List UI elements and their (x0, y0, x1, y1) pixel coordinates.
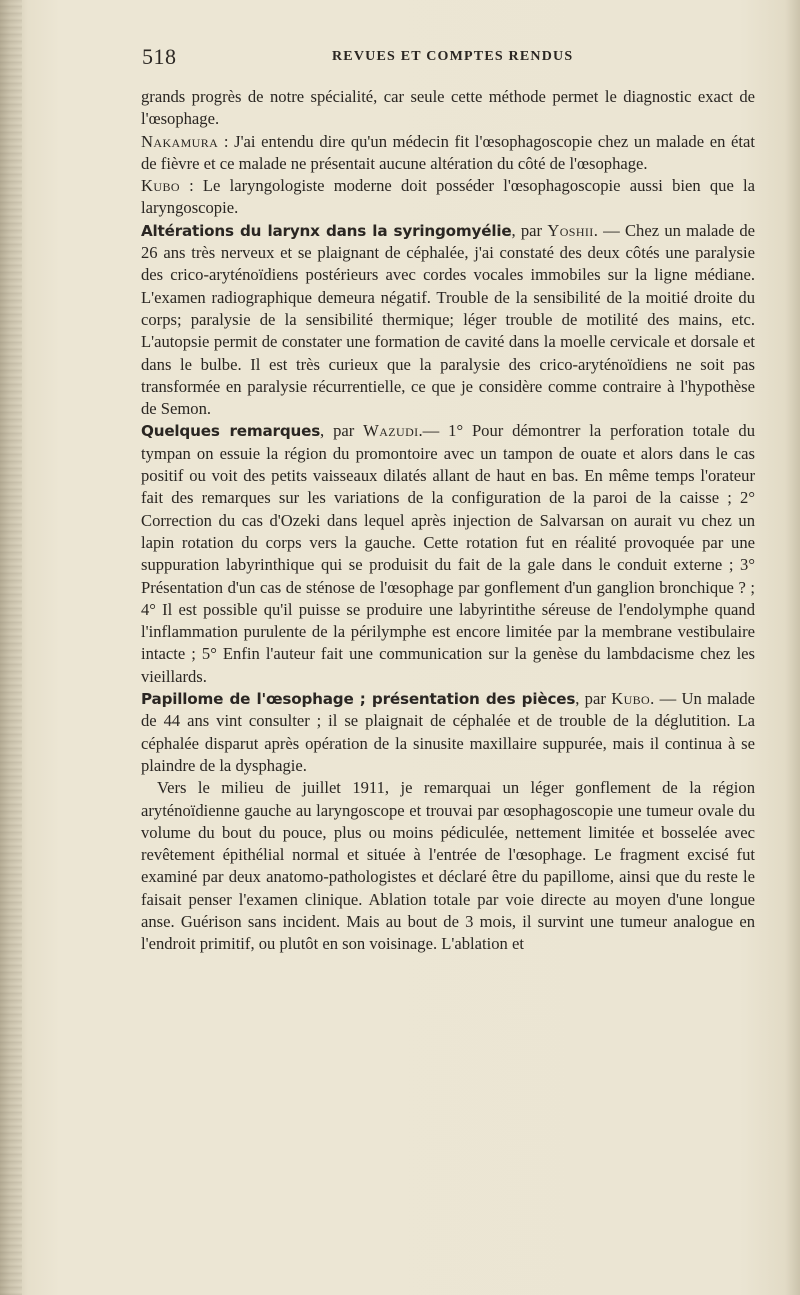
author-name: Kubo (141, 176, 180, 196)
paragraph-text: .— 1° Pour démontrer la perforation totale du tympan on essuie la région du promontoire avec un tampon de ouate et alors dans le cas positif ou voit des petits vaisseaux dilatés allant de haut en bas. En même temps l'orateur fait des remarques sur les variations de la configuration de la paroi de la caisse ; 2° Correction du cas d'Ozeki dans lequel après injection de Salvarsan on aurait vu chez un lapin rotation du corps vers la gauche. Cette rotation fut en réalité provoquée par une suppuration labyrinthique qui se produisit du fait de la gale dans le conduit externe ; 3° Présentation d'un cas de sténose de l'œsophage par gonflement d'un ganglion bronchique ? ; 4° Il est possible qu'il puisse se produire une labyrintithe séreuse de l'endolymphe quand l'inflammation purulente de la périlymphe est encore limitée par la membrane vestibulaire intacte ; 5° Enfin l'auteur fait une communication sur la genèse du lambdacisme chez les vieillards. (141, 421, 755, 686)
section-remarques (141, 420, 755, 688)
paragraph-text: . — Un malade de 44 ans vint consulter ; il se plaignait de céphalée et de trouble de la déglutition. La céphalée disparut après opération de la sinusite maxillaire suppurée, mais il continua à se plaindre de la dysphagie. (141, 689, 755, 775)
running-title: REVUES ET COMPTES RENDUS (332, 49, 574, 64)
section-syringomyelie (141, 220, 755, 421)
author-prefix: , par (320, 421, 364, 441)
page-header (142, 44, 754, 74)
binding-gutter (0, 0, 22, 1295)
paragraph-text: : J'ai entendu dire qu'un médecin fit l'œsophagoscopie chez un malade en état de fièvre et ce malade ne présentait aucune altération du côté de l'œsophage. (141, 131, 755, 173)
paragraph-kubo (141, 175, 755, 220)
section-heading: Altérations du larynx dans la syringomyélie (141, 221, 512, 240)
paragraph-nakamura (141, 131, 755, 176)
paragraph-papillome-continued (141, 777, 755, 955)
page-number: 518 (142, 44, 177, 69)
paragraph-text: : Le laryngologiste moderne doit posséder l'œsophagoscopie aussi bien que la laryngoscopie. (141, 176, 755, 218)
paragraph-text: grands progrès de notre spécialité, car seule cette méthode permet le diagnostic exact de l'œsophage. (141, 87, 755, 129)
author-prefix: , par (575, 689, 612, 709)
author-name: Kubo (611, 689, 651, 709)
section-papillome (141, 688, 755, 777)
paragraph-text: . — Chez un malade de 26 ans très nerveux et se plaignant de céphalée, j'ai constaté des deux côtés une paralysie des crico-aryténoïdiens postérieurs avec cordes vocales immobiles sur la ligne médiane. L'examen radiographique demeura négatif. Trouble de la sensibilité de la moitié droite du corps; paralysie de la sensibilité thermique; léger trouble de motilité des mains, etc. L'autopsie permit de constater une formation de cavité dans la moelle cervicale et dorsale et dans le bulbe. Il est très curieux que la paralysie des crico-aryténoïdiens ne soit pas transformée en paralysie récurrentielle, ce que je considère comme contraire à l'hypothèse de Semon. (141, 220, 755, 419)
body-text (141, 86, 755, 956)
author-name: Yoshii (547, 220, 594, 240)
paragraph-text: Vers le milieu de juillet 1911, je remarquai un léger gonflement de la région aryténoïdienne gauche au laryngoscope et trouvai par œsophagoscopie une tumeur ovale du volume du bout du pouce, plus ou moins pédiculée, nettement limitée et bosselée avec revêtement épithélial normal et située à l'entrée de l'œsophage. Le fragment excisé fut examiné par deux anatomo-pathologistes et déclaré être du papillome, ainsi que du reste le faisait penser l'examen clinique. Ablation totale par voie directe au moyen d'une longue anse. Guérison sans incident. Mais au bout de 3 mois, il survint une tumeur analogue en l'endroit primitif, ou plutôt en son voisinage. L'ablation et (141, 778, 755, 954)
section-heading: Quelques remarques (141, 422, 321, 441)
author-name: Wazudi (363, 421, 419, 441)
author-name: Nakamura (141, 131, 219, 151)
section-heading: Papillome de l'œsophage ; présentation des pièces (141, 690, 576, 709)
author-prefix: , par (511, 220, 548, 240)
paragraph-1 (141, 86, 755, 131)
